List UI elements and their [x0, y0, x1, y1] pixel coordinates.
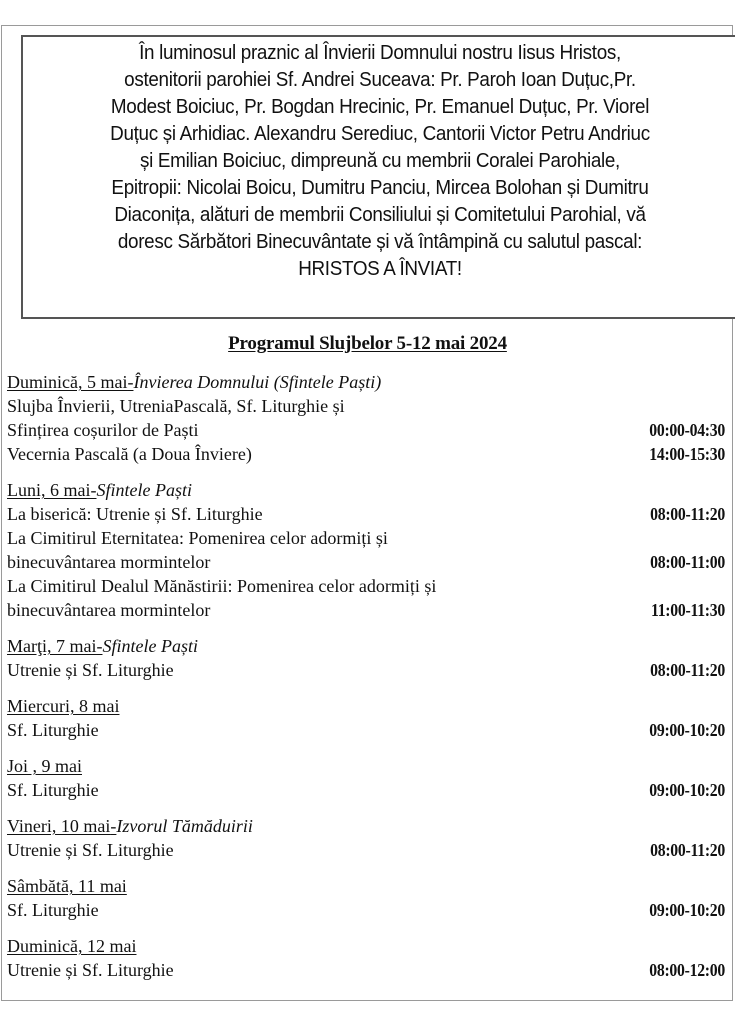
- service-time: 11:00-11:30: [650, 600, 725, 620]
- service-label-line: Utrenie și Sf. Liturghie: [7, 840, 174, 860]
- greeting-line: ostenitorii parohiei Sf. Andrei Suceava: Pr. Paroh Ioan Duțuc,Pr.: [124, 68, 636, 91]
- day-header: [7, 634, 725, 658]
- greeting-line: Duțuc și Arhidiac. Alexandru Serediuc, Cantorii Victor Petru Andriuc: [110, 122, 650, 145]
- day-feast: Izvorul Tămăduirii: [116, 816, 253, 836]
- greeting-line: Epitropii: Nicolai Boicu, Dumitru Panciu, Mircea Bolohan și Dumitru: [111, 176, 649, 199]
- day-separator: -: [127, 372, 134, 392]
- schedule-day: [7, 934, 725, 982]
- service-row: [7, 502, 725, 526]
- service-label-line: La biserică: Utrenie și Sf. Liturghie: [7, 504, 263, 524]
- program-title: Programul Slujbelor 5-12 mai 2024: [228, 333, 507, 354]
- service-label-line: Sf. Liturghie: [7, 900, 99, 920]
- day-date: Marţi, 7 mai: [7, 636, 97, 656]
- service-label: [7, 718, 99, 742]
- day-date: Duminică, 12 mai: [7, 936, 137, 956]
- day-header: [7, 370, 725, 394]
- greeting-box: [21, 35, 735, 319]
- service-label-line: La Cimitirul Eternitatea: Pomenirea celor adormiți și: [7, 528, 388, 548]
- day-date: Luni, 6 mai: [7, 480, 91, 500]
- day-header: [7, 478, 725, 502]
- service-time: 08:00-11:20: [650, 840, 725, 860]
- schedule-day: [7, 370, 725, 466]
- schedule-day: [7, 754, 725, 802]
- day-header: [7, 754, 725, 778]
- day-feast: Sfintele Paști: [96, 480, 192, 500]
- service-row: [7, 838, 725, 862]
- service-time: 08:00-11:20: [650, 660, 725, 680]
- day-date: Miercuri, 8 mai: [7, 696, 120, 716]
- day-header: [7, 814, 725, 838]
- service-row: [7, 898, 725, 922]
- day-separator: -: [96, 636, 103, 656]
- day-date: Joi , 9 mai: [7, 756, 82, 776]
- service-label: [7, 394, 345, 442]
- service-time: 09:00-10:20: [649, 720, 725, 740]
- greeting-line: și Emilian Boiciuc, dimpreună cu membrii Coralei Parohiale,: [140, 149, 620, 172]
- greeting-line: În luminosul praznic al Învierii Domnului nostru Iisus Hristos,: [139, 41, 621, 64]
- service-label-line: Sfințirea coșurilor de Paști: [7, 420, 199, 440]
- service-label: [7, 778, 99, 802]
- service-row: [7, 658, 725, 682]
- greeting-message: [52, 39, 709, 282]
- schedule-day: [7, 694, 725, 742]
- service-row: [7, 526, 725, 574]
- service-time: 08:00-11:20: [650, 504, 725, 524]
- service-label: [7, 574, 436, 622]
- service-label-line: Sf. Liturghie: [7, 720, 99, 740]
- service-row: [7, 394, 725, 442]
- service-label: [7, 958, 174, 982]
- day-date: Duminică, 5 mai: [7, 372, 128, 392]
- greeting-closing: HRISTOS A ÎNVIAT!: [298, 257, 462, 280]
- service-time: 08:00-11:00: [650, 552, 725, 572]
- service-row: [7, 778, 725, 802]
- service-label: [7, 502, 263, 526]
- greeting-line: doresc Sărbători Binecuvântate și vă întâmpină cu salutul pascal:: [117, 230, 643, 253]
- service-label-line: Vecernia Pascală (a Doua Înviere): [7, 444, 252, 464]
- day-header: [7, 694, 725, 718]
- service-time: 09:00-10:20: [649, 900, 725, 920]
- service-label: [7, 658, 174, 682]
- service-label-line: La Cimitirul Dealul Mănăstirii: Pomenirea celor adormiți și: [7, 576, 437, 596]
- day-separator: -: [90, 480, 97, 500]
- service-label-line: binecuvântarea mormintelor: [7, 600, 211, 620]
- schedule-day: [7, 874, 725, 922]
- service-time: 09:00-10:20: [649, 780, 725, 800]
- service-row: [7, 958, 725, 982]
- service-label: [7, 838, 174, 862]
- service-label: [7, 442, 252, 466]
- day-separator: -: [110, 816, 117, 836]
- service-label-line: Sf. Liturghie: [7, 780, 99, 800]
- day-date: Sâmbătă, 11 mai: [7, 876, 127, 896]
- day-feast: Sfintele Paști: [102, 636, 198, 656]
- schedule-day: [7, 814, 725, 862]
- service-time: 00:00-04:30: [649, 420, 725, 440]
- schedule-day: [7, 634, 725, 682]
- day-header: [7, 874, 725, 898]
- service-label-line: binecuvântarea mormintelor: [7, 552, 211, 572]
- day-header: [7, 934, 725, 958]
- service-label-line: Utrenie și Sf. Liturghie: [7, 660, 174, 680]
- day-feast: Învierea Domnului (Sfintele Paști): [133, 372, 382, 392]
- service-label-line: Slujba Învierii, UtreniaPascală, Sf. Liturghie și: [7, 396, 345, 416]
- schedule-list: [7, 370, 725, 994]
- service-label-line: Utrenie și Sf. Liturghie: [7, 960, 174, 980]
- day-date: Vineri, 10 mai: [7, 816, 111, 836]
- service-row: [7, 442, 725, 466]
- service-label: [7, 898, 99, 922]
- service-time: 14:00-15:30: [649, 444, 725, 464]
- greeting-line: Diaconița, alături de membrii Consiliului și Comitetului Parohial, vă: [114, 203, 646, 226]
- service-label: [7, 526, 388, 574]
- service-row: [7, 718, 725, 742]
- service-row: [7, 574, 725, 622]
- schedule-day: [7, 478, 725, 622]
- greeting-line: Modest Boiciuc, Pr. Bogdan Hrecinic, Pr. Emanuel Duțuc, Pr. Viorel: [110, 95, 650, 118]
- service-time: 08:00-12:00: [649, 960, 725, 980]
